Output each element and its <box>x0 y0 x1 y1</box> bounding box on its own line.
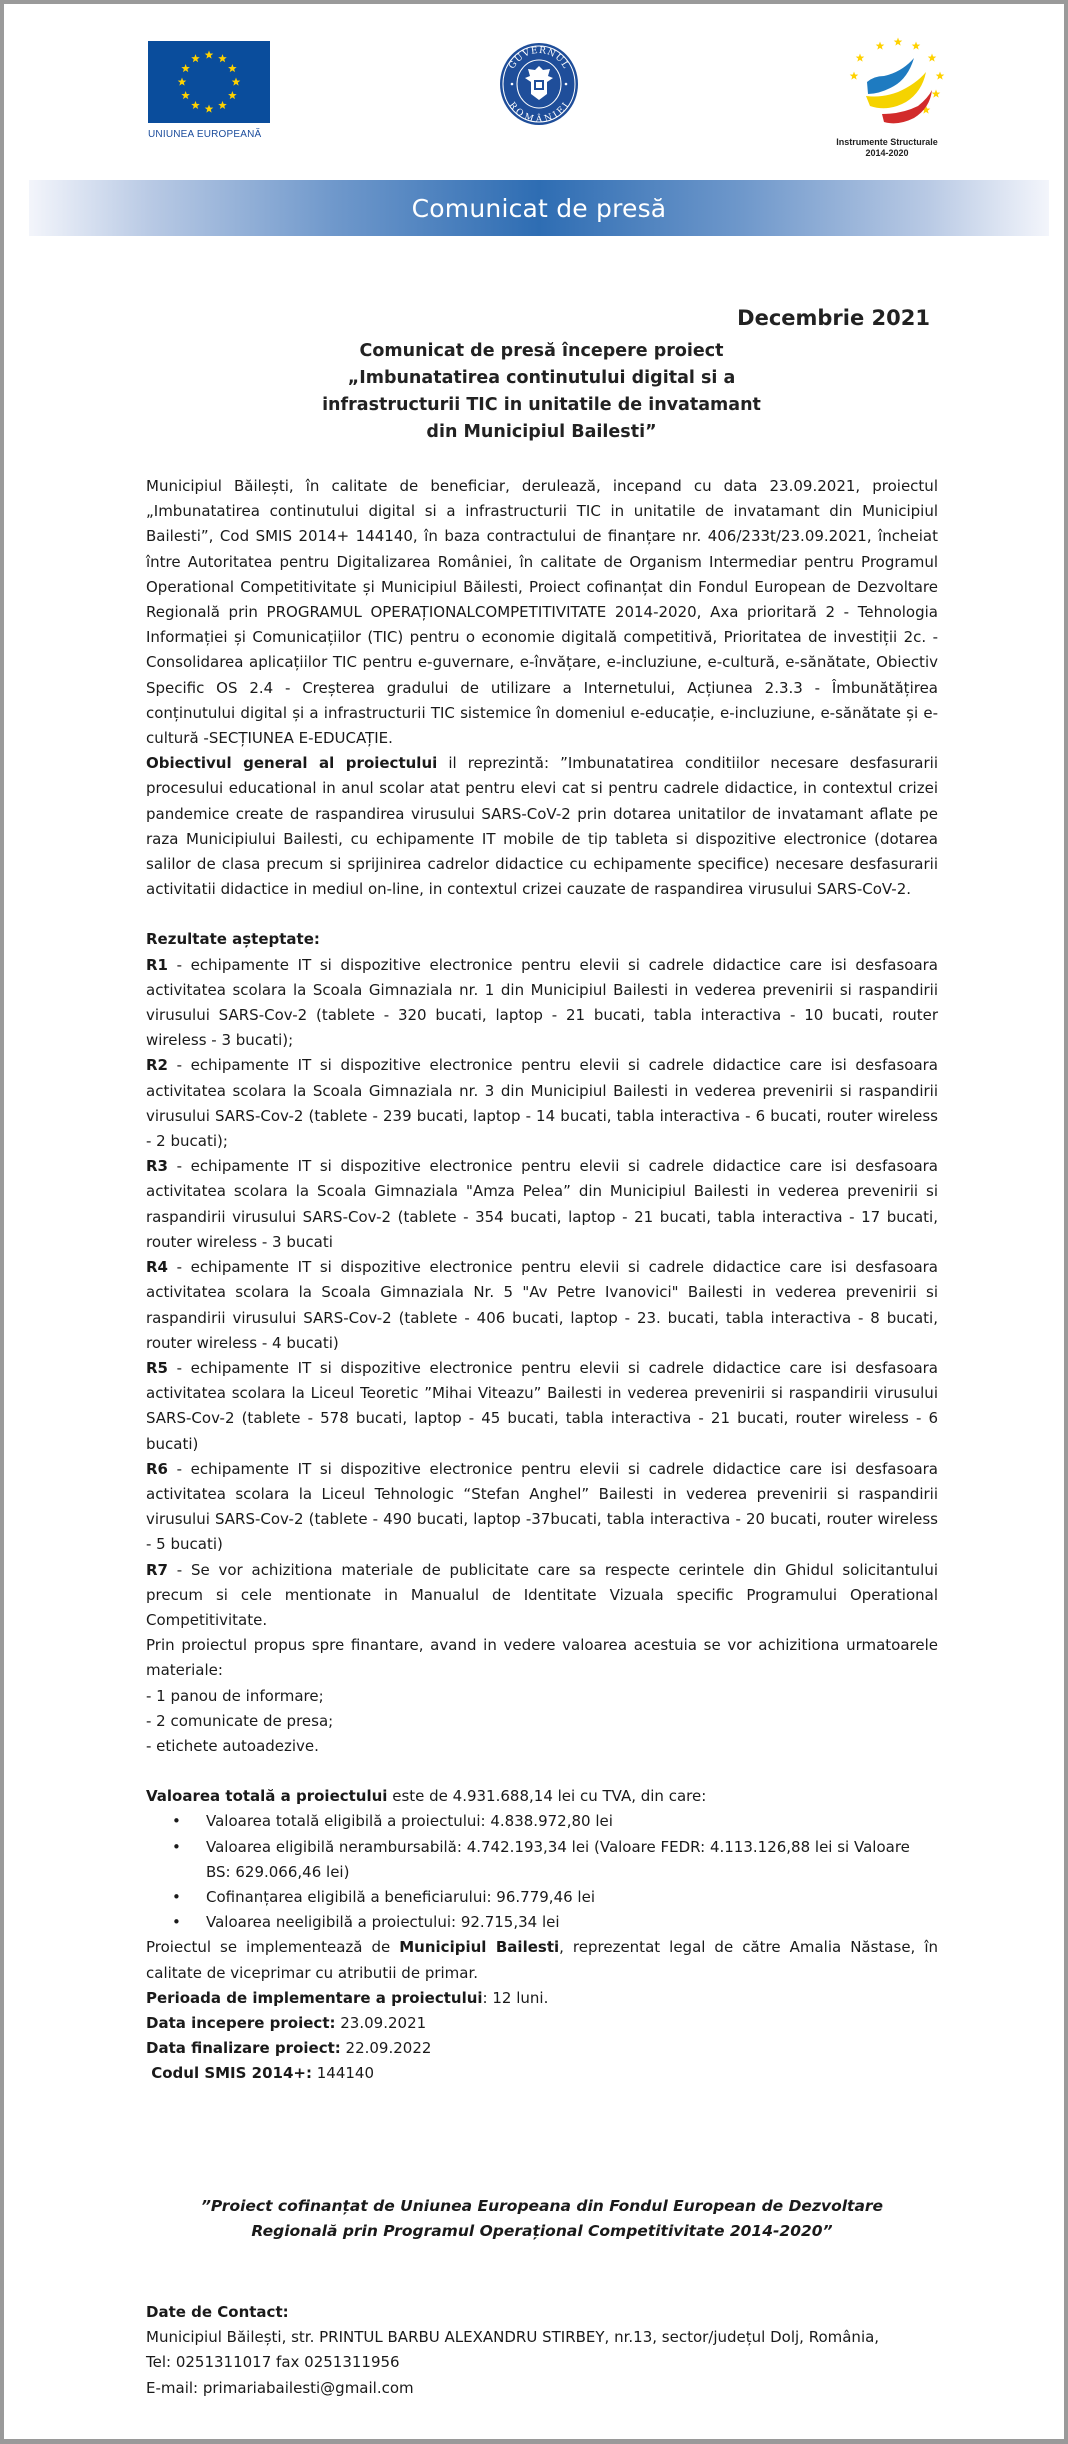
material-item: - 2 comunicate de presa; <box>146 1711 334 1730</box>
total-value-label: Valoarea totală a proiectului <box>146 1787 388 1806</box>
materials-intro: Prin proiectul propus spre finantare, avand in vedere valoarea acestuia se vor achizitiona urmatoarele materiale: <box>146 1636 938 1680</box>
result-item <box>146 953 938 1054</box>
star-icon <box>178 78 187 86</box>
end-date <box>146 2036 938 2061</box>
result-item <box>146 1053 938 1154</box>
release-title-line: din Municipiul Bailesti” <box>426 422 657 442</box>
start-date <box>146 2011 938 2036</box>
value-item: • Cofinanțarea eligibilă a beneficiarului: 96.779,46 lei <box>206 1885 938 1910</box>
results-heading-text: Rezultate așteptate: <box>146 930 320 949</box>
release-title-line: „Imbunatatirea continutului digital si a <box>347 368 736 388</box>
star-icon <box>205 105 214 113</box>
value-item: • Valoarea totală eligibilă a proiectului: 4.838.972,80 lei <box>206 1809 938 1834</box>
star-icon <box>928 54 937 62</box>
star-icon <box>232 78 241 86</box>
contact-heading <box>146 2300 938 2325</box>
star-icon <box>218 101 227 109</box>
is-caption-line2: 2014-2020 <box>865 148 909 158</box>
star-icon <box>228 91 237 99</box>
banner-title: Comunicat de presă <box>411 193 667 223</box>
result-text: - echipamente IT si dispozitive electronice pentru elevii si cadrele didactice care isi desfasoara activitatea scolara la Scoala Gimnaziala nr. 3 din Municipiul Bailesti in vederea prevenirii si raspandirii virusului SARS-Cov-2 (tablete - 239 bucati, laptop - 14 bucati, tabla interactiva - 6 bucati, router wireless - 2 bucati); <box>146 1056 938 1151</box>
result-text: - echipamente IT si dispozitive electronice pentru elevii si cadrele didactice care isi desfasoara activitatea scolara la Scoala Gimnaziala nr. 1 din Municipiul Bailesti in vederea prevenirii si raspandirii virusului SARS-Cov-2 (tablete - 320 bucati, laptop - 21 bucati, tabla interactiva - 10 bucati, router wireless - 3 bucati); <box>146 955 938 1050</box>
seal-text-top: GUVERNUL <box>507 45 571 72</box>
instrumente-structurale-logo <box>822 36 952 156</box>
result-item <box>146 1255 938 1356</box>
implementation-suffix: , reprezentat legal de către Amalia Năstase, în calitate de viceprimar cu atributii de primar. <box>146 1938 938 1982</box>
result-item <box>146 1457 938 1558</box>
star-icon <box>228 64 237 72</box>
star-icon <box>205 51 214 59</box>
result-code: R1 <box>146 955 168 974</box>
smis-code <box>146 2061 938 2086</box>
value-list <box>146 1809 938 1935</box>
eu-logo <box>148 41 270 141</box>
star-icon <box>850 72 859 80</box>
objective-label: Obiectivul general al proiectului <box>146 754 438 773</box>
contact-heading-text: Date de Contact: <box>146 2303 289 2321</box>
eu-flag <box>148 41 270 123</box>
press-release-banner <box>29 180 1049 236</box>
start-date-value: 23.09.2021 <box>335 2013 427 2032</box>
star-icon <box>912 42 921 50</box>
contact-section <box>146 2300 938 2401</box>
is-caption-line1: Instrumente Structurale <box>836 137 938 147</box>
result-code: R3 <box>146 1157 168 1176</box>
release-body <box>146 474 938 2087</box>
star-icon <box>932 90 941 98</box>
implementation-paragraph <box>146 1935 938 1985</box>
result-code: R6 <box>146 1459 168 1478</box>
implementation-prefix: Proiectul se implementează de <box>146 1938 400 1957</box>
total-value-text: este de 4.931.688,14 lei cu TVA, din care: <box>387 1787 707 1806</box>
star-icon <box>894 38 903 46</box>
material-item: - etichete autoadezive. <box>146 1736 319 1755</box>
start-date-label: Data incepere proiect: <box>146 2013 336 2032</box>
release-title-line: infrastructurii TIC in unitatile de invatamant <box>322 395 761 415</box>
result-code: R7 <box>146 1560 168 1579</box>
result-code: R2 <box>146 1056 168 1075</box>
end-date-value: 22.09.2022 <box>340 2039 432 2058</box>
eu-stars-icon <box>148 41 270 123</box>
end-date-label: Data finalizare proiect: <box>146 2039 341 2058</box>
period-value: : 12 luni. <box>482 1988 549 2007</box>
material-item: - 1 panou de informare; <box>146 1686 324 1705</box>
result-text: - echipamente IT si dispozitive electronice pentru elevii si cadrele didactice care isi desfasoara activitatea scolara la Liceul Tehnologic “Stefan Anghel” Bailesti in vederea prevenirii si raspandirii virusului SARS-Cov-2 (tablete - 490 bucati, laptop -37bucati, tabla interactiva - 20 bucati, router wireless - 5 bucati) <box>146 1459 938 1554</box>
objective-paragraph <box>146 751 938 902</box>
smis-code-value: 144140 <box>311 2064 374 2083</box>
result-text: - echipamente IT si dispozitive electronice pentru elevii si cadrele didactice care isi desfasoara activitatea scolara la Scoala Gimnaziala "Amza Pelea” din Municipiul Bailesti in vederea prevenirii si raspandirii virusului SARS-Cov-2 (tablete - 354 bucati, laptop - 21 bucati, tabla interactiva - 17 bucati, router wireless - 3 bucati <box>146 1157 938 1251</box>
contact-address: Municipiul Băilești, str. PRINTUL BARBU ALEXANDRU STIRBEY, nr.13, sector/județul Dolj, România, <box>146 2328 880 2347</box>
structural-instruments-icon <box>822 36 952 132</box>
cofinancing-line: Regională prin Programul Operațional Competitivitate 2014-2020” <box>251 2222 833 2240</box>
star-icon <box>181 91 190 99</box>
seal-text-bottom: ROMÂNIEI <box>506 100 572 126</box>
release-title <box>314 338 769 446</box>
release-date: Decembrie 2021 <box>737 306 930 330</box>
star-icon <box>181 64 190 72</box>
star-icon <box>856 54 865 62</box>
result-item <box>146 1154 938 1255</box>
result-text: - echipamente IT si dispozitive electronice pentru elevii si cadrele didactice care isi desfasoara activitatea scolara la Liceul Teoretic ”Mihai Viteazu” Bailesti in vederea prevenirii si raspandirii virusului SARS-Cov-2 (tablete - 578 bucati, laptop - 45 bucati, tabla interactiva - 21 bucati, router wireless - 6 bucati) <box>146 1358 938 1453</box>
star-icon <box>191 101 200 109</box>
result-item <box>146 1558 938 1634</box>
total-value <box>146 1784 938 1809</box>
intro-paragraph: Municipiul Băilești, în calitate de beneficiar, derulează, incepand cu data 23.09.2021, proiectul „Imbunatatirea continutului digital si a infrastructurii TIC in unitatile de invatamant din Municipiul Bailesti”, Cod SMIS 2014+ 144140, în baza contractului de finanțare nr. 406/233t/23.09.2021, încheiat între Autoritatea pentru Digitalizarea României, în calitate de Organism Intermediar pentru Programul Operational Competitivitate și Municipiul Băilesti, Proiect cofinanțat din Fondul European de Dezvoltare Regională prin PROGRAMUL OPERAȚIONALCOMPETITIVITATE 2014-2020, Axa prioritară 2 - Tehnologia Informației și Comunicațiilor (TIC) pentru o economie digitală competitivă, Prioritatea de investiții 2c. -Consolidarea aplicațiilor TIC pentru e-guvernare, e-învățare, e-incluziune, e-cultură, e-sănătate, Obiectiv Specific OS 2.4 - Creșterea gradului de utilizare a Internetului, Acțiunea 2.3.3 - Îmbunătățirea conținutului digital și a infrastructurii TIC sistemice în domeniul e-educație, e-incluziune, e-sănătate și e-cultură -SECȚIUNEA E-EDUCAȚIE. <box>146 477 938 748</box>
romanian-government-seal <box>498 42 580 126</box>
star-icon <box>191 54 200 62</box>
objective-text: il reprezintă: ”Imbunatatirea conditiilor necesare desfasurarii procesului educational in anul scolar atat pentru elevi cat si pentru cadrele didactice, in contextul crizei pandemice create de raspandirea virusului SARS-CoV-2 prin dotarea unitatilor de invatamant aflate pe raza Municipiului Bailesti, cu echipamente IT mobile de tip tableta si dispozitive electronice (dotarea salilor de clasa precum si sprijinirea cadrelor didactice cu echipamente specifice) necesare desfasurarii activitatii didactice in mediul on-line, in contextul crizei cauzate de raspandirea virusului SARS-CoV-2. <box>146 754 938 899</box>
result-code: R5 <box>146 1358 168 1377</box>
result-text: - Se vor achizitiona materiale de publicitate care sa respecte cerintele din Ghidul solicitantului precum si cele mentionate in Manualul de Identitate Vizuala specific Programului Operational Competitivitate. <box>146 1560 938 1629</box>
eu-caption: UNIUNEA EUROPEANĂ <box>148 129 262 140</box>
result-code: R4 <box>146 1258 168 1277</box>
value-item: • Valoarea neeligibilă a proiectului: 92.715,34 lei <box>206 1910 938 1935</box>
star-icon <box>218 54 227 62</box>
star-icon <box>876 42 885 50</box>
cofinancing-statement <box>146 2194 938 2244</box>
star-icon <box>936 72 945 80</box>
release-title-line: Comunicat de presă începere proiect <box>359 341 724 361</box>
cofinancing-line: ”Proiect cofinanțat de Uniunea Europeana din Fondul European de Dezvoltare <box>200 2197 884 2215</box>
contact-phone: Tel: 0251311017 fax 0251311956 <box>146 2353 400 2372</box>
result-text: - echipamente IT si dispozitive electronice pentru elevii si cadrele didactice care isi desfasoara activitatea scolara la Scoala Gimnaziala Nr. 5 "Av Petre Ivanovici" Bailesti in vederea prevenirii si raspandirii virusului SARS-Cov-2 (tablete - 406 bucati, laptop - 23. bucati, tabla interactiva - 8 bucati, router wireless - 4 bucati) <box>146 1258 938 1352</box>
value-item: • Valoarea eligibilă nerambursabilă: 4.742.193,34 lei (Valoare FEDR: 4.113.126,88 lei si Valoare BS: 629.066,46 lei) <box>206 1835 938 1885</box>
government-seal-icon <box>498 42 580 126</box>
implementation-period <box>146 1986 938 2011</box>
contact-email[interactable]: E-mail: primariabailesti@gmail.com <box>146 2378 414 2397</box>
result-item <box>146 1356 938 1457</box>
smis-code-label: Codul SMIS 2014+: <box>146 2064 312 2083</box>
beneficiary-name: Municipiul Bailesti <box>399 1938 560 1957</box>
results-heading <box>146 927 938 952</box>
period-label: Perioada de implementare a proiectului <box>146 1988 483 2007</box>
